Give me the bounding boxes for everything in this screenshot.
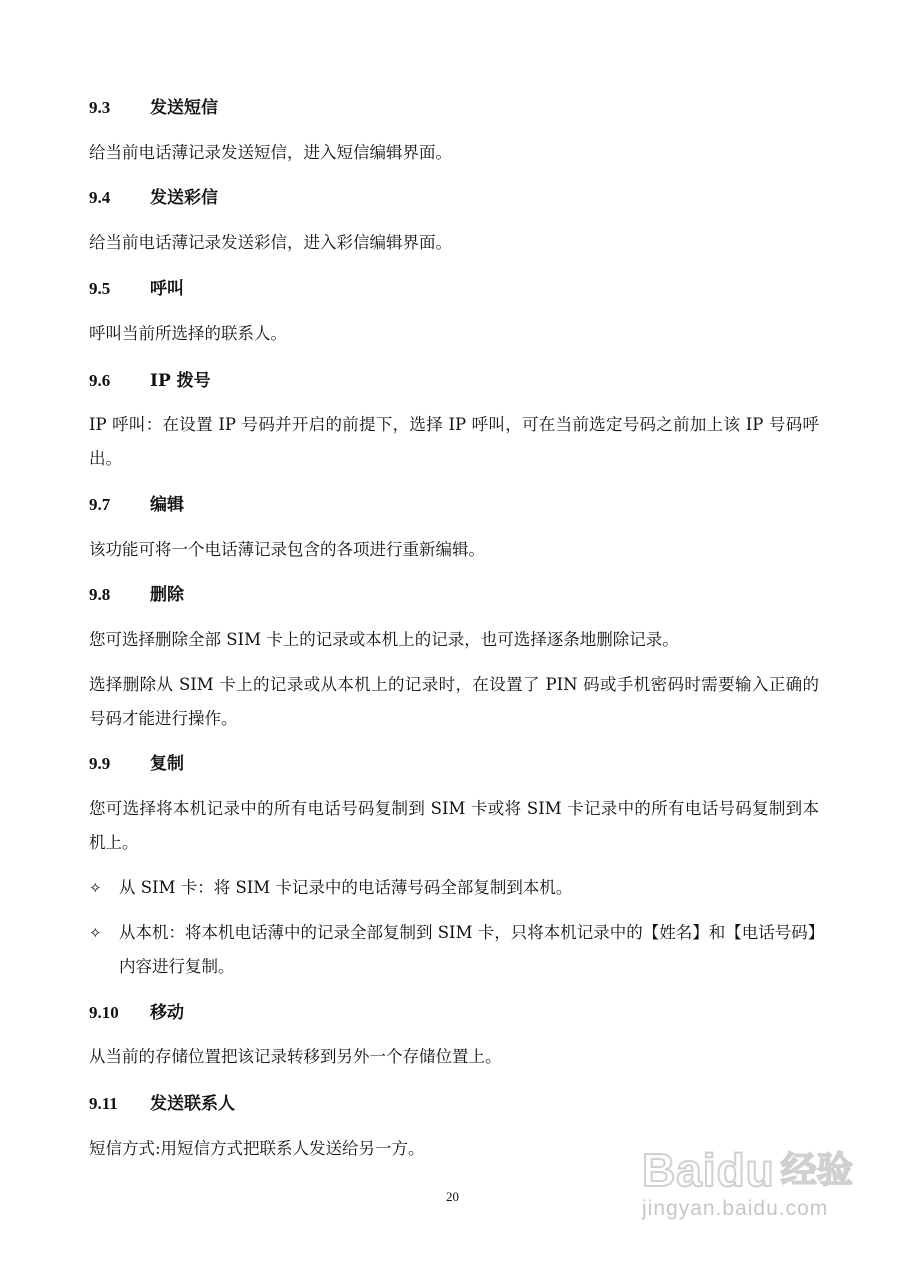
section-title: 呼叫 <box>150 279 184 299</box>
section-title: 编辑 <box>150 495 184 515</box>
section-paragraph: 选择删除从 SIM 卡上的记录或从本机上的记录时，在设置了 PIN 码或手机密码时需要输入正确的号码才能进行操作。 <box>89 675 819 728</box>
section-paragraph: 呼叫当前所选择的联系人。 <box>89 324 287 343</box>
section-paragraph: 从当前的存储位置把该记录转移到另外一个存储位置上。 <box>89 1047 502 1066</box>
bullet-marker-icon: ✧ <box>89 879 102 897</box>
section-number: 9.11 <box>89 1094 118 1113</box>
bullet-item <box>89 871 819 905</box>
section-title: IP 拨号 <box>150 371 211 391</box>
section-paragraph: 该功能可将一个电话薄记录包含的各项进行重新编辑。 <box>89 540 485 559</box>
bullet-marker-icon: ✧ <box>89 924 102 942</box>
section-paragraph: 您可选择将本机记录中的所有电话号码复制到 SIM 卡或将 SIM 卡记录中的所有电话号码复制到本机上。 <box>89 799 819 852</box>
section-paragraph: 您可选择删除全部 SIM 卡上的记录或本机上的记录，也可选择逐条地删除记录。 <box>89 630 679 649</box>
section-heading-9-10 <box>89 1001 819 1025</box>
section-number: 9.8 <box>89 585 111 604</box>
section-heading-9-8 <box>89 583 819 607</box>
section-heading-9-6 <box>89 369 819 393</box>
section-title: 发送彩信 <box>150 188 218 208</box>
section-paragraph: 给当前电话薄记录发送彩信，进入彩信编辑界面。 <box>89 233 452 252</box>
section-title: 复制 <box>150 754 184 774</box>
section-heading-9-3 <box>89 96 819 120</box>
section-number: 9.10 <box>89 1003 119 1022</box>
section-number: 9.5 <box>89 279 111 298</box>
section-heading-9-11 <box>89 1092 819 1116</box>
watermark-url: jingyan.baidu.com <box>642 1197 829 1220</box>
section-paragraph: IP 呼叫：在设置 IP 号码并开启的前提下，选择 IP 呼叫，可在当前选定号码之前加上该 IP 号码呼出。 <box>89 415 819 468</box>
bullet-item <box>89 916 819 984</box>
section-paragraph: 短信方式:用短信方式把联系人发送给另一方。 <box>89 1139 425 1158</box>
section-number: 9.7 <box>89 495 111 514</box>
bullet-text: 从 SIM 卡：将 SIM 卡记录中的电话薄号码全部复制到本机。 <box>119 878 573 897</box>
section-number: 9.4 <box>89 188 111 207</box>
section-title: 发送联系人 <box>150 1094 235 1114</box>
section-title: 删除 <box>150 585 184 605</box>
section-heading-9-5 <box>89 277 819 301</box>
watermark-brand: Baidu <box>642 1144 775 1196</box>
section-title: 发送短信 <box>150 98 218 118</box>
section-paragraph: 给当前电话薄记录发送短信，进入短信编辑界面。 <box>89 143 452 162</box>
section-heading-9-4 <box>89 186 819 210</box>
section-number: 9.9 <box>89 754 111 773</box>
watermark-brand-cn: 经验 <box>780 1150 853 1191</box>
section-heading-9-7 <box>89 493 819 517</box>
section-number: 9.6 <box>89 371 111 390</box>
bullet-text: 从本机：将本机电话薄中的记录全部复制到 SIM 卡，只将本机记录中的【姓名】和【电话号码】内容进行复制。 <box>119 923 816 976</box>
section-number: 9.3 <box>89 98 111 117</box>
baidu-jingyan-watermark <box>642 1142 892 1242</box>
section-title: 移动 <box>150 1003 184 1023</box>
page-number: 20 <box>446 1189 459 1204</box>
section-heading-9-9 <box>89 752 819 776</box>
